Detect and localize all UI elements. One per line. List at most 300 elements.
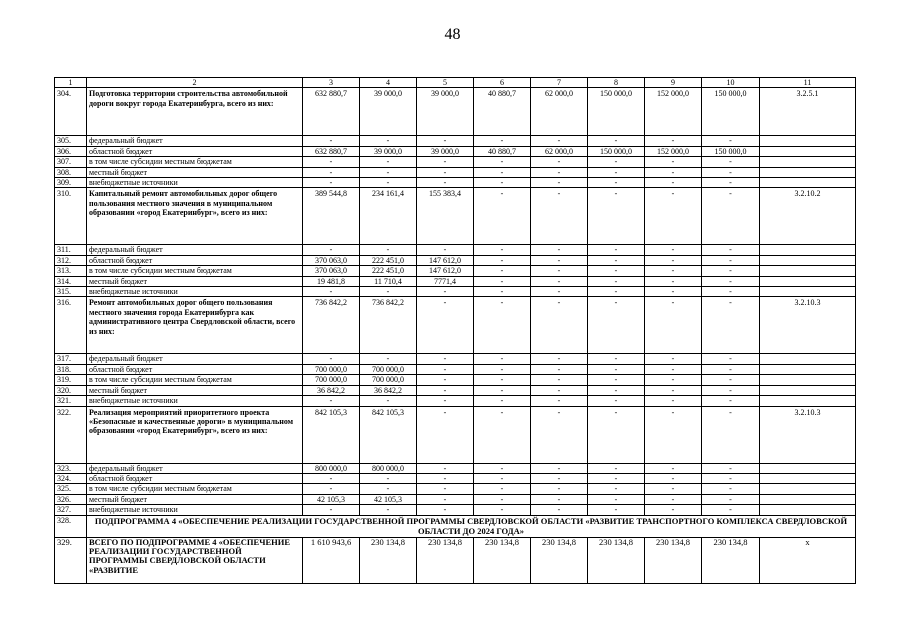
target-code-cell	[760, 245, 856, 255]
value-cell: -	[474, 255, 531, 265]
total-row	[55, 537, 856, 583]
value-cell: -	[417, 354, 474, 364]
row-number-cell: 305.	[55, 136, 87, 146]
value-cell: 39 000,0	[360, 146, 417, 156]
value-cell: -	[702, 463, 760, 473]
value-cell: -	[588, 157, 645, 167]
value-cell: 147 612,0	[417, 255, 474, 265]
value-cell: -	[702, 297, 760, 354]
value-cell: -	[702, 178, 760, 188]
value-cell: -	[702, 396, 760, 406]
column-number-cell: 3	[303, 78, 360, 88]
value-cell: -	[417, 136, 474, 146]
row-name-cell: ВСЕГО ПО ПОДПРОГРАММЕ 4 «ОБЕСПЕЧЕНИЕ РЕАЛИЗАЦИИ ГОСУДАРСТВЕННОЙ ПРОГРАММЫ СВЕРДЛОВСКОЙ ОБЛАСТИ «РАЗВИТИЕ	[87, 537, 303, 583]
section-header-row	[55, 515, 856, 537]
table-row	[55, 287, 856, 297]
value-cell: -	[474, 385, 531, 395]
value-cell: -	[588, 136, 645, 146]
value-cell: -	[645, 473, 702, 483]
value-cell: -	[474, 266, 531, 276]
value-cell: -	[588, 255, 645, 265]
row-name-cell: внебюджетные источники	[87, 178, 303, 188]
value-cell: -	[645, 167, 702, 177]
value-cell: -	[588, 494, 645, 504]
value-cell: -	[474, 354, 531, 364]
value-cell: -	[588, 297, 645, 354]
value-cell: -	[645, 266, 702, 276]
column-number-cell: 11	[760, 78, 856, 88]
target-code-cell	[760, 385, 856, 395]
value-cell: -	[531, 266, 588, 276]
column-number-cell: 6	[474, 78, 531, 88]
row-number-cell: 323.	[55, 463, 87, 473]
value-cell: -	[474, 167, 531, 177]
value-cell: -	[360, 505, 417, 515]
value-cell: -	[474, 245, 531, 255]
value-cell: -	[702, 494, 760, 504]
value-cell: -	[588, 178, 645, 188]
value-cell: -	[531, 463, 588, 473]
value-cell: -	[360, 136, 417, 146]
value-cell: -	[702, 354, 760, 364]
row-number-cell: 328.	[55, 515, 87, 537]
value-cell: -	[645, 245, 702, 255]
row-name-cell: внебюджетные источники	[87, 287, 303, 297]
value-cell: -	[474, 178, 531, 188]
value-cell: -	[588, 484, 645, 494]
row-name-cell: внебюджетные источники	[87, 396, 303, 406]
row-name-cell: Ремонт автомобильных дорог общего пользования местного значения города Екатеринбурга как административного центра Свердловской области, всего из них:	[87, 297, 303, 354]
value-cell: 62 000,0	[531, 146, 588, 156]
target-code-cell	[760, 484, 856, 494]
value-cell: -	[702, 406, 760, 463]
row-number-cell: 308.	[55, 167, 87, 177]
value-cell: 150 000,0	[588, 88, 645, 136]
row-name-cell: Капитальный ремонт автомобильных дорог общего пользования местного значения в муниципальном образовании «город Екатеринбург», всего из них:	[87, 188, 303, 245]
column-number-row	[55, 78, 856, 88]
value-cell: -	[588, 396, 645, 406]
value-cell: 7771,4	[417, 276, 474, 286]
target-code-cell: 3.2.5.1	[760, 88, 856, 136]
value-cell: -	[645, 255, 702, 265]
value-cell: 230 134,8	[645, 537, 702, 583]
row-name-cell: федеральный бюджет	[87, 354, 303, 364]
value-cell: -	[474, 136, 531, 146]
table-row	[55, 297, 856, 354]
value-cell: 842 105,3	[360, 406, 417, 463]
value-cell: 39 000,0	[360, 88, 417, 136]
target-code-cell	[760, 505, 856, 515]
value-cell: -	[702, 375, 760, 385]
value-cell: 736 842,2	[360, 297, 417, 354]
target-code-cell: 3.2.10.3	[760, 297, 856, 354]
value-cell: -	[531, 364, 588, 374]
value-cell: -	[417, 484, 474, 494]
value-cell: -	[303, 167, 360, 177]
table-row	[55, 473, 856, 483]
value-cell: -	[474, 375, 531, 385]
value-cell: -	[474, 297, 531, 354]
value-cell: -	[474, 287, 531, 297]
value-cell: -	[645, 396, 702, 406]
column-number-cell: 8	[588, 78, 645, 88]
target-code-cell	[760, 494, 856, 504]
value-cell: -	[588, 505, 645, 515]
value-cell: -	[303, 287, 360, 297]
value-cell: 150 000,0	[702, 88, 760, 136]
value-cell: 632 880,7	[303, 146, 360, 156]
target-code-cell	[760, 375, 856, 385]
value-cell: 370 063,0	[303, 266, 360, 276]
table-row	[55, 167, 856, 177]
value-cell: -	[645, 297, 702, 354]
value-cell: -	[702, 364, 760, 374]
value-cell: -	[702, 484, 760, 494]
target-code-cell: 3.2.10.2	[760, 188, 856, 245]
value-cell: -	[531, 136, 588, 146]
value-cell: 230 134,8	[474, 537, 531, 583]
subprogram-title: ПОДПРОГРАММА 4 «ОБЕСПЕЧЕНИЕ РЕАЛИЗАЦИИ ГОСУДАРСТВЕННОЙ ПРОГРАММЫ СВЕРДЛОВСКОЙ ОБЛАСТИ «РАЗВИТИЕ ТРАНСПОРТНОГО КОМПЛЕКСА СВЕРДЛОВСКОЙ ОБЛАСТИ ДО 2024 ГОДА»	[87, 515, 856, 537]
value-cell: -	[588, 188, 645, 245]
row-number-cell: 329.	[55, 537, 87, 583]
value-cell: -	[474, 406, 531, 463]
value-cell: -	[645, 157, 702, 167]
value-cell: -	[360, 484, 417, 494]
value-cell: -	[645, 136, 702, 146]
table-row	[55, 494, 856, 504]
value-cell: -	[417, 406, 474, 463]
value-cell: 39 000,0	[417, 88, 474, 136]
value-cell: -	[588, 463, 645, 473]
value-cell: -	[645, 276, 702, 286]
target-code-cell	[760, 255, 856, 265]
value-cell: 147 612,0	[417, 266, 474, 276]
value-cell: 40 880,7	[474, 88, 531, 136]
value-cell: -	[702, 385, 760, 395]
value-cell: -	[531, 354, 588, 364]
value-cell: -	[417, 178, 474, 188]
value-cell: -	[360, 178, 417, 188]
value-cell: -	[588, 266, 645, 276]
target-code-cell: 3.2.10.3	[760, 406, 856, 463]
row-name-cell: областной бюджет	[87, 473, 303, 483]
row-name-cell: местный бюджет	[87, 494, 303, 504]
row-name-cell: Реализация мероприятий приоритетного проекта «Безопасные и качественные дороги» в муниципальном образовании «город Екатеринбург», всего из них:	[87, 406, 303, 463]
table-row	[55, 136, 856, 146]
value-cell: -	[474, 484, 531, 494]
row-number-cell: 306.	[55, 146, 87, 156]
value-cell: 36 842,2	[360, 385, 417, 395]
value-cell: -	[645, 484, 702, 494]
table-row	[55, 88, 856, 136]
row-name-cell: в том числе субсидии местным бюджетам	[87, 266, 303, 276]
value-cell: 230 134,8	[588, 537, 645, 583]
value-cell: -	[702, 287, 760, 297]
value-cell: -	[702, 136, 760, 146]
table-row	[55, 364, 856, 374]
page-number: 48	[444, 26, 461, 43]
target-code-cell	[760, 136, 856, 146]
table-row	[55, 146, 856, 156]
value-cell: -	[588, 287, 645, 297]
value-cell: 150 000,0	[588, 146, 645, 156]
value-cell: -	[702, 255, 760, 265]
value-cell: -	[303, 396, 360, 406]
value-cell: -	[417, 364, 474, 374]
table-row	[55, 385, 856, 395]
value-cell: -	[474, 473, 531, 483]
table-row	[55, 188, 856, 245]
value-cell: 700 000,0	[360, 375, 417, 385]
value-cell: -	[531, 255, 588, 265]
table-row	[55, 463, 856, 473]
column-number-cell: 2	[87, 78, 303, 88]
value-cell: -	[360, 473, 417, 483]
value-cell: 42 105,3	[303, 494, 360, 504]
row-name-cell: Подготовка территории строительства автомобильной дороги вокруг города Екатеринбурга, всего из них:	[87, 88, 303, 136]
value-cell: -	[531, 167, 588, 177]
table-row	[55, 276, 856, 286]
target-code-cell	[760, 463, 856, 473]
column-number-cell: 5	[417, 78, 474, 88]
table-row	[55, 396, 856, 406]
value-cell: -	[588, 245, 645, 255]
value-cell: -	[531, 178, 588, 188]
target-code-cell	[760, 266, 856, 276]
value-cell: 736 842,2	[303, 297, 360, 354]
value-cell: -	[417, 385, 474, 395]
value-cell: -	[702, 505, 760, 515]
value-cell: 842 105,3	[303, 406, 360, 463]
value-cell: -	[531, 396, 588, 406]
row-number-cell: 326.	[55, 494, 87, 504]
value-cell: -	[702, 167, 760, 177]
value-cell: -	[645, 463, 702, 473]
value-cell: -	[702, 266, 760, 276]
value-cell: -	[702, 473, 760, 483]
value-cell: 39 000,0	[417, 146, 474, 156]
value-cell: -	[588, 354, 645, 364]
value-cell: -	[474, 494, 531, 504]
table-row	[55, 375, 856, 385]
column-number-cell: 10	[702, 78, 760, 88]
row-number-cell: 321.	[55, 396, 87, 406]
value-cell: 800 000,0	[303, 463, 360, 473]
value-cell: 62 000,0	[531, 88, 588, 136]
value-cell: -	[645, 364, 702, 374]
value-cell: -	[303, 136, 360, 146]
row-number-cell: 315.	[55, 287, 87, 297]
value-cell: -	[417, 297, 474, 354]
value-cell: 1 610 943,6	[303, 537, 360, 583]
value-cell: -	[588, 375, 645, 385]
budget-table	[54, 77, 856, 584]
value-cell: -	[645, 188, 702, 245]
row-name-cell: внебюджетные источники	[87, 505, 303, 515]
value-cell: -	[588, 167, 645, 177]
row-number-cell: 309.	[55, 178, 87, 188]
value-cell: -	[417, 287, 474, 297]
value-cell: -	[360, 354, 417, 364]
row-name-cell: федеральный бюджет	[87, 463, 303, 473]
value-cell: -	[531, 505, 588, 515]
target-code-cell	[760, 276, 856, 286]
column-number-cell: 9	[645, 78, 702, 88]
target-code-cell	[760, 354, 856, 364]
row-name-cell: местный бюджет	[87, 385, 303, 395]
value-cell: -	[645, 178, 702, 188]
row-number-cell: 313.	[55, 266, 87, 276]
value-cell: -	[360, 245, 417, 255]
table-row	[55, 406, 856, 463]
row-number-cell: 324.	[55, 473, 87, 483]
table-row	[55, 266, 856, 276]
value-cell: 700 000,0	[360, 364, 417, 374]
target-code-cell	[760, 157, 856, 167]
value-cell: -	[531, 406, 588, 463]
target-code-cell	[760, 146, 856, 156]
row-number-cell: 320.	[55, 385, 87, 395]
row-number-cell: 327.	[55, 505, 87, 515]
value-cell: 700 000,0	[303, 364, 360, 374]
row-number-cell: 316.	[55, 297, 87, 354]
value-cell: -	[474, 396, 531, 406]
target-code-cell	[760, 364, 856, 374]
row-number-cell: 317.	[55, 354, 87, 364]
value-cell: -	[474, 157, 531, 167]
row-name-cell: местный бюджет	[87, 276, 303, 286]
value-cell: 230 134,8	[702, 537, 760, 583]
value-cell: -	[531, 297, 588, 354]
value-cell: 700 000,0	[303, 375, 360, 385]
value-cell: -	[417, 245, 474, 255]
value-cell: -	[531, 375, 588, 385]
target-code-cell	[760, 473, 856, 483]
table-row	[55, 178, 856, 188]
table-row	[55, 245, 856, 255]
value-cell: -	[531, 473, 588, 483]
value-cell: -	[360, 396, 417, 406]
column-number-cell: 4	[360, 78, 417, 88]
value-cell: 389 544,8	[303, 188, 360, 245]
target-code-cell	[760, 178, 856, 188]
value-cell: -	[531, 385, 588, 395]
value-cell: -	[645, 354, 702, 364]
value-cell: -	[303, 505, 360, 515]
row-name-cell: областной бюджет	[87, 255, 303, 265]
row-number-cell: 319.	[55, 375, 87, 385]
value-cell: -	[417, 473, 474, 483]
row-number-cell: 310.	[55, 188, 87, 245]
value-cell: -	[417, 463, 474, 473]
value-cell: -	[588, 385, 645, 395]
value-cell: 152 000,0	[645, 88, 702, 136]
value-cell: -	[360, 167, 417, 177]
value-cell: -	[645, 406, 702, 463]
value-cell: -	[702, 245, 760, 255]
value-cell: -	[360, 287, 417, 297]
value-cell: -	[588, 406, 645, 463]
value-cell: -	[645, 494, 702, 504]
table-row	[55, 484, 856, 494]
value-cell: 230 134,8	[360, 537, 417, 583]
value-cell: -	[645, 287, 702, 297]
table-row	[55, 255, 856, 265]
value-cell: 19 481,8	[303, 276, 360, 286]
row-name-cell: местный бюджет	[87, 167, 303, 177]
row-name-cell: в том числе субсидии местным бюджетам	[87, 157, 303, 167]
value-cell: -	[645, 375, 702, 385]
row-name-cell: в том числе субсидии местным бюджетам	[87, 484, 303, 494]
value-cell: 155 383,4	[417, 188, 474, 245]
value-cell: -	[303, 354, 360, 364]
target-code-cell: х	[760, 537, 856, 583]
table-row	[55, 157, 856, 167]
value-cell: -	[474, 188, 531, 245]
value-cell: -	[531, 494, 588, 504]
row-number-cell: 325.	[55, 484, 87, 494]
row-number-cell: 307.	[55, 157, 87, 167]
row-name-cell: областной бюджет	[87, 364, 303, 374]
value-cell: -	[531, 157, 588, 167]
value-cell: 222 451,0	[360, 266, 417, 276]
value-cell: -	[303, 178, 360, 188]
value-cell: -	[303, 245, 360, 255]
value-cell: 800 000,0	[360, 463, 417, 473]
value-cell: 632 880,7	[303, 88, 360, 136]
value-cell: -	[588, 276, 645, 286]
row-name-cell: федеральный бюджет	[87, 245, 303, 255]
value-cell: -	[474, 463, 531, 473]
value-cell: -	[702, 276, 760, 286]
value-cell: -	[588, 364, 645, 374]
value-cell: -	[417, 505, 474, 515]
row-name-cell: федеральный бюджет	[87, 136, 303, 146]
value-cell: -	[531, 245, 588, 255]
value-cell: -	[645, 505, 702, 515]
row-number-cell: 322.	[55, 406, 87, 463]
value-cell: 40 880,7	[474, 146, 531, 156]
value-cell: -	[360, 157, 417, 167]
target-code-cell	[760, 287, 856, 297]
value-cell: 230 134,8	[531, 537, 588, 583]
row-number-cell: 311.	[55, 245, 87, 255]
table-row	[55, 505, 856, 515]
value-cell: -	[531, 276, 588, 286]
value-cell: -	[474, 364, 531, 374]
value-cell: -	[474, 505, 531, 515]
value-cell: -	[417, 396, 474, 406]
value-cell: -	[303, 473, 360, 483]
value-cell: -	[303, 157, 360, 167]
value-cell: -	[417, 167, 474, 177]
value-cell: -	[531, 287, 588, 297]
value-cell: 222 451,0	[360, 255, 417, 265]
value-cell: 36 842,2	[303, 385, 360, 395]
value-cell: -	[474, 276, 531, 286]
value-cell: 150 000,0	[702, 146, 760, 156]
value-cell: 370 063,0	[303, 255, 360, 265]
row-number-cell: 312.	[55, 255, 87, 265]
value-cell: 11 710,4	[360, 276, 417, 286]
value-cell: -	[702, 188, 760, 245]
column-number-cell: 7	[531, 78, 588, 88]
target-code-cell	[760, 396, 856, 406]
row-number-cell: 318.	[55, 364, 87, 374]
value-cell: -	[417, 375, 474, 385]
table-row	[55, 354, 856, 364]
row-number-cell: 304.	[55, 88, 87, 136]
